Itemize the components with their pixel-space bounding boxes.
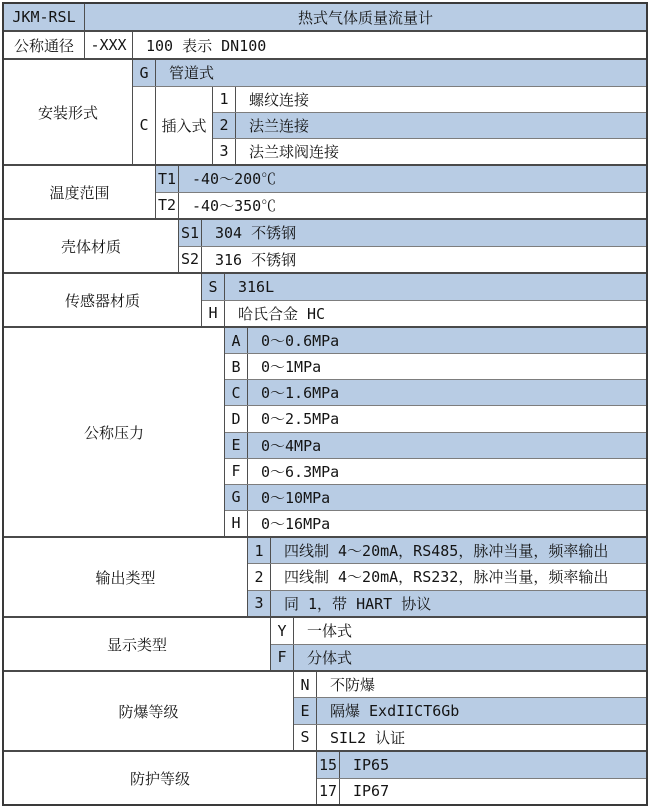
option-row [202, 274, 646, 300]
option-code: 2 [213, 113, 236, 138]
option-value: 0～16MPa [261, 514, 331, 533]
option-value: 304 不锈钢 [215, 224, 297, 243]
option-row [248, 590, 646, 616]
option-row [317, 778, 646, 805]
option-row [213, 112, 646, 138]
option-code: 3 [248, 591, 271, 616]
option-code: -XXX [85, 32, 133, 58]
section-explosion-proof-rating [4, 670, 646, 750]
option-code: 15 [317, 752, 340, 778]
option-value: IP65 [353, 755, 390, 774]
option-row [225, 405, 646, 431]
option-code: E [294, 698, 317, 723]
option-value: 哈氏合金 HC [238, 304, 326, 323]
section-temperature-range [4, 164, 646, 218]
option-value: 分体式 [307, 648, 353, 667]
option-row [225, 458, 646, 484]
option-row [225, 484, 646, 510]
option-code: A [225, 328, 248, 353]
option-value: 四线制 4～20mA，RS485，脉冲当量，频率输出 [284, 542, 609, 561]
option-value: 0～10MPa [261, 488, 331, 507]
section-label: 防护等级 [4, 752, 317, 804]
option-value: 隔爆 ExdIICT6Gb [330, 702, 460, 721]
section-label: 显示类型 [4, 618, 271, 670]
option-code: S [202, 274, 225, 300]
option-row [317, 752, 646, 778]
option-row [248, 538, 646, 563]
option-value: 0～1MPa [261, 358, 322, 377]
section-display-type [4, 616, 646, 670]
option-value: 法兰球阀连接 [249, 142, 340, 161]
option-value: 一体式 [307, 622, 353, 641]
option-value: 0～6.3MPa [261, 462, 340, 481]
insert-type-label: 插入式 [156, 87, 213, 164]
option-code: 3 [213, 139, 236, 164]
option-row [248, 563, 646, 589]
option-row [133, 60, 646, 86]
section-label: 壳体材质 [4, 220, 179, 272]
section-protection-rating [4, 750, 646, 804]
option-code: Y [271, 618, 294, 644]
option-value: IP67 [353, 782, 390, 801]
section-label: 传感器材质 [4, 274, 202, 326]
option-value: 0～0.6MPa [261, 332, 340, 351]
option-value: 316L [238, 277, 275, 296]
option-code: H [202, 301, 225, 327]
option-row [294, 697, 646, 723]
option-code: D [225, 406, 248, 431]
section-output-type [4, 536, 646, 616]
option-code: C [133, 87, 156, 164]
insert-type-subgroup [133, 86, 646, 164]
model-selection-table [2, 2, 648, 806]
option-value: SIL2 认证 [330, 728, 406, 747]
option-code: G [133, 60, 156, 86]
option-value: 不防爆 [330, 676, 376, 695]
option-row [179, 246, 646, 273]
option-code: S1 [179, 220, 202, 246]
section-label: 公称压力 [4, 328, 225, 536]
option-row [225, 379, 646, 405]
section-label: 防爆等级 [4, 672, 294, 750]
option-row [225, 510, 646, 536]
option-row [213, 87, 646, 112]
section-label: 温度范围 [4, 166, 156, 218]
option-row [225, 432, 646, 458]
option-row [179, 220, 646, 246]
option-code: C [225, 380, 248, 405]
option-code: E [225, 433, 248, 458]
option-value: 0～2.5MPa [261, 410, 340, 429]
option-code: 1 [213, 87, 236, 112]
option-value: -40～200℃ [192, 170, 277, 189]
option-code: H [225, 511, 248, 536]
option-code: 17 [317, 779, 340, 805]
option-code: S2 [179, 247, 202, 273]
option-code: F [271, 645, 294, 671]
option-value: 100 表示 DN100 [146, 36, 267, 55]
option-row [225, 353, 646, 379]
section-sensor-material [4, 272, 646, 326]
option-row [156, 192, 646, 219]
product-title: 热式气体质量流量计 [297, 8, 433, 27]
option-code: T1 [156, 166, 179, 192]
option-row [294, 672, 646, 697]
option-code: S [294, 725, 317, 750]
option-value: 316 不锈钢 [215, 250, 297, 269]
option-row [271, 644, 646, 671]
section-nominal-diameter [4, 30, 646, 58]
option-code: T2 [156, 193, 179, 219]
option-row [202, 300, 646, 327]
option-value: 四线制 4～20mA，RS232，脉冲当量，频率输出 [284, 568, 609, 587]
option-code: N [294, 672, 317, 697]
option-code: F [225, 459, 248, 484]
model-code: JKM-RSL [4, 4, 85, 30]
option-value: 0～4MPa [261, 436, 322, 455]
section-label: 安装形式 [4, 60, 133, 164]
option-row [213, 138, 646, 164]
option-value: 管道式 [169, 64, 215, 83]
option-row [294, 724, 646, 750]
section-install-type [4, 58, 646, 164]
section-nominal-pressure [4, 326, 646, 536]
option-code: 1 [248, 538, 271, 563]
option-row [225, 328, 646, 353]
header-row [4, 4, 646, 30]
option-code: G [225, 485, 248, 510]
option-row [156, 166, 646, 192]
option-value: 0～1.6MPa [261, 384, 340, 403]
section-label: 公称通径 [4, 32, 85, 58]
option-value: -40～350℃ [192, 196, 277, 215]
section-label: 输出类型 [4, 538, 248, 616]
option-value: 螺纹连接 [249, 90, 310, 109]
section-housing-material [4, 218, 646, 272]
option-code: 2 [248, 564, 271, 589]
option-code: B [225, 354, 248, 379]
option-value: 法兰连接 [249, 116, 310, 135]
option-row [271, 618, 646, 644]
option-value: 同 1，带 HART 协议 [284, 594, 432, 613]
